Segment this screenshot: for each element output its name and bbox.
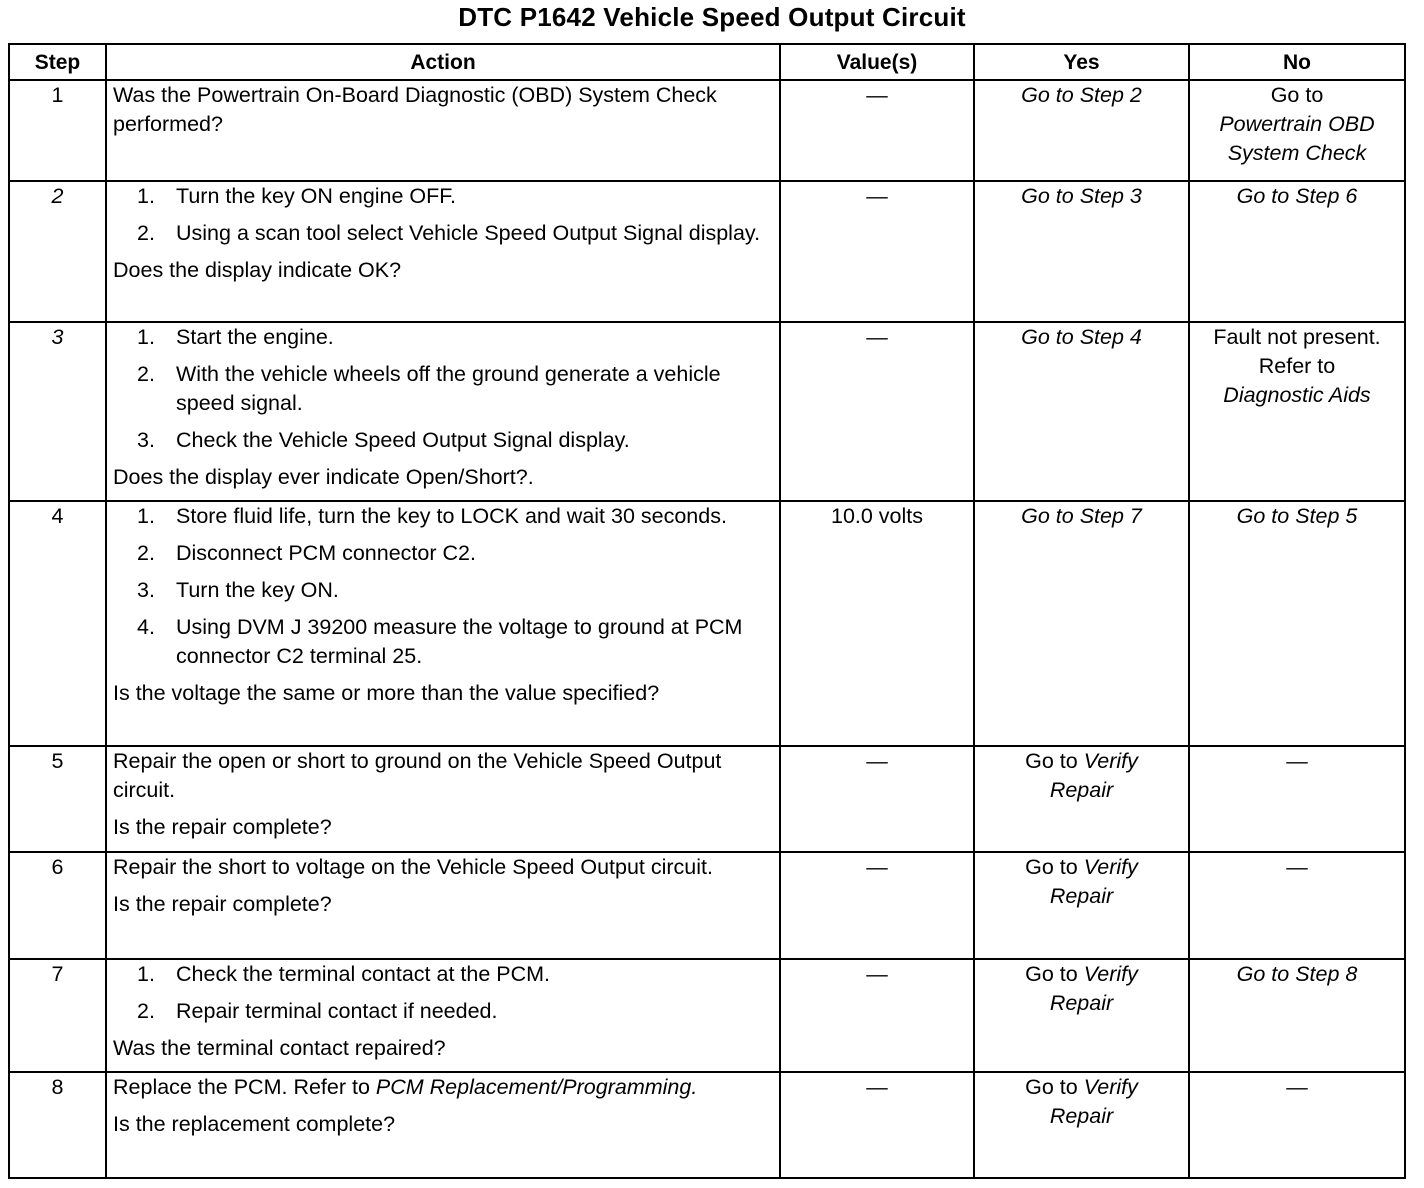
table-row (9, 501, 1405, 746)
yes-reference: Repair (1049, 991, 1114, 1015)
action-cell (106, 1072, 780, 1178)
action-text: Repair the open or short to ground on the Vehicle Speed Output circuit. (113, 749, 722, 802)
action-reference: PCM Replacement/Programming. (375, 1075, 698, 1099)
yes-cell (974, 746, 1189, 852)
yes-text: Go to (1025, 962, 1078, 986)
table-row (9, 746, 1405, 852)
no-cell: — (1189, 852, 1405, 959)
action-cell (106, 181, 780, 322)
list-item: 1. Start the engine. (137, 325, 334, 349)
header-values: Value(s) (780, 44, 974, 80)
table-row (9, 852, 1405, 959)
yes-cell (974, 852, 1189, 959)
header-no: No (1189, 44, 1405, 80)
value-cell: — (780, 852, 974, 959)
table-row (9, 959, 1405, 1072)
action-question: Is the voltage the same or more than the value specified? (113, 681, 660, 705)
step-number: 8 (9, 1072, 106, 1178)
no-cell (1189, 80, 1405, 181)
step-number: 1 (9, 80, 106, 181)
no-cell: Go to Step 6 (1189, 181, 1405, 322)
action-question: Is the replacement complete? (113, 1112, 396, 1136)
yes-cell: Go to Step 7 (974, 501, 1189, 746)
table-header-row (9, 44, 1405, 80)
list-item: 2. Disconnect PCM connector C2. (137, 541, 476, 565)
substep-list (113, 323, 773, 455)
value-cell: — (780, 959, 974, 1072)
value-cell: — (780, 746, 974, 852)
yes-reference: Repair (1049, 1104, 1114, 1128)
no-cell: Go to Step 8 (1189, 959, 1405, 1072)
yes-text: Go to (1025, 749, 1078, 773)
action-question: Is the repair complete? (113, 892, 332, 916)
value-cell: — (780, 1072, 974, 1178)
action-cell (106, 501, 780, 746)
step-number: 5 (9, 746, 106, 852)
yes-text: Go to (1025, 855, 1078, 879)
header-action: Action (106, 44, 780, 80)
action-text-prefix: Replace the PCM. Refer to (113, 1075, 370, 1099)
action-text (113, 1073, 773, 1102)
yes-reference: Verify (1083, 855, 1138, 879)
action-cell (106, 322, 780, 501)
substep-list (113, 502, 773, 671)
no-cell: — (1189, 746, 1405, 852)
action-question: Does the display indicate OK? (113, 258, 402, 282)
yes-cell: Go to Step 4 (974, 322, 1189, 501)
no-text: Refer to (1258, 354, 1336, 378)
list-item: 4. Using DVM J 39200 measure the voltage to ground at PCM connector C2 terminal 25. (137, 615, 743, 668)
yes-reference: Repair (1049, 884, 1114, 908)
value-cell: 10.0 volts (780, 501, 974, 746)
no-reference: Diagnostic Aids (1223, 383, 1371, 407)
no-cell (1189, 322, 1405, 501)
step-number: 7 (9, 959, 106, 1072)
step-number: 3 (9, 322, 106, 501)
yes-reference: Verify (1083, 1075, 1138, 1099)
yes-reference: Verify (1083, 749, 1138, 773)
no-text: Go to (1270, 83, 1324, 107)
step-number: 2 (9, 181, 106, 322)
page-title: DTC P1642 Vehicle Speed Output Circuit (458, 2, 966, 32)
list-item: 3. Turn the key ON. (137, 578, 339, 602)
table-row (9, 1072, 1405, 1178)
no-cell: Go to Step 5 (1189, 501, 1405, 746)
value-cell: — (780, 322, 974, 501)
table-row (9, 80, 1405, 181)
list-item: 3. Check the Vehicle Speed Output Signal display. (137, 428, 630, 452)
action-cell (106, 852, 780, 959)
diagnostic-table (8, 43, 1406, 1179)
action-question: Does the display ever indicate Open/Short?. (113, 465, 534, 489)
table-row (9, 322, 1405, 501)
header-yes: Yes (974, 44, 1189, 80)
list-item: 1. Check the terminal contact at the PCM. (137, 962, 551, 986)
yes-reference: Repair (1049, 778, 1114, 802)
action-cell (106, 746, 780, 852)
yes-cell (974, 959, 1189, 1072)
step-number: 4 (9, 501, 106, 746)
list-item: 2. Repair terminal contact if needed. (137, 999, 498, 1023)
header-step: Step (9, 44, 106, 80)
value-cell: — (780, 181, 974, 322)
no-reference: Powertrain OBD System Check (1219, 112, 1375, 165)
step-number: 6 (9, 852, 106, 959)
action-text: Repair the short to voltage on the Vehicle Speed Output circuit. (113, 855, 713, 879)
table-row (9, 181, 1405, 322)
action-cell (106, 959, 780, 1072)
list-item: 2. Using a scan tool select Vehicle Speed Output Signal display. (137, 221, 761, 245)
substep-list (113, 960, 773, 1026)
action-question: Is the repair complete? (113, 815, 332, 839)
list-item: 1. Store fluid life, turn the key to LOCK and wait 30 seconds. (137, 504, 727, 528)
yes-cell (974, 1072, 1189, 1178)
action-text: Was the Powertrain On-Board Diagnostic (OBD) System Check performed? (113, 83, 717, 136)
action-cell (106, 80, 780, 181)
no-cell: — (1189, 1072, 1405, 1178)
value-cell: — (780, 80, 974, 181)
yes-text: Go to (1025, 1075, 1078, 1099)
yes-cell: Go to Step 2 (974, 80, 1189, 181)
yes-reference: Verify (1083, 962, 1138, 986)
no-text: Fault not present. (1213, 325, 1381, 349)
action-question: Was the terminal contact repaired? (113, 1036, 446, 1060)
yes-cell: Go to Step 3 (974, 181, 1189, 322)
list-item: 1. Turn the key ON engine OFF. (137, 184, 457, 208)
substep-list (113, 182, 773, 248)
list-item: 2. With the vehicle wheels off the ground generate a vehicle speed signal. (137, 362, 721, 415)
